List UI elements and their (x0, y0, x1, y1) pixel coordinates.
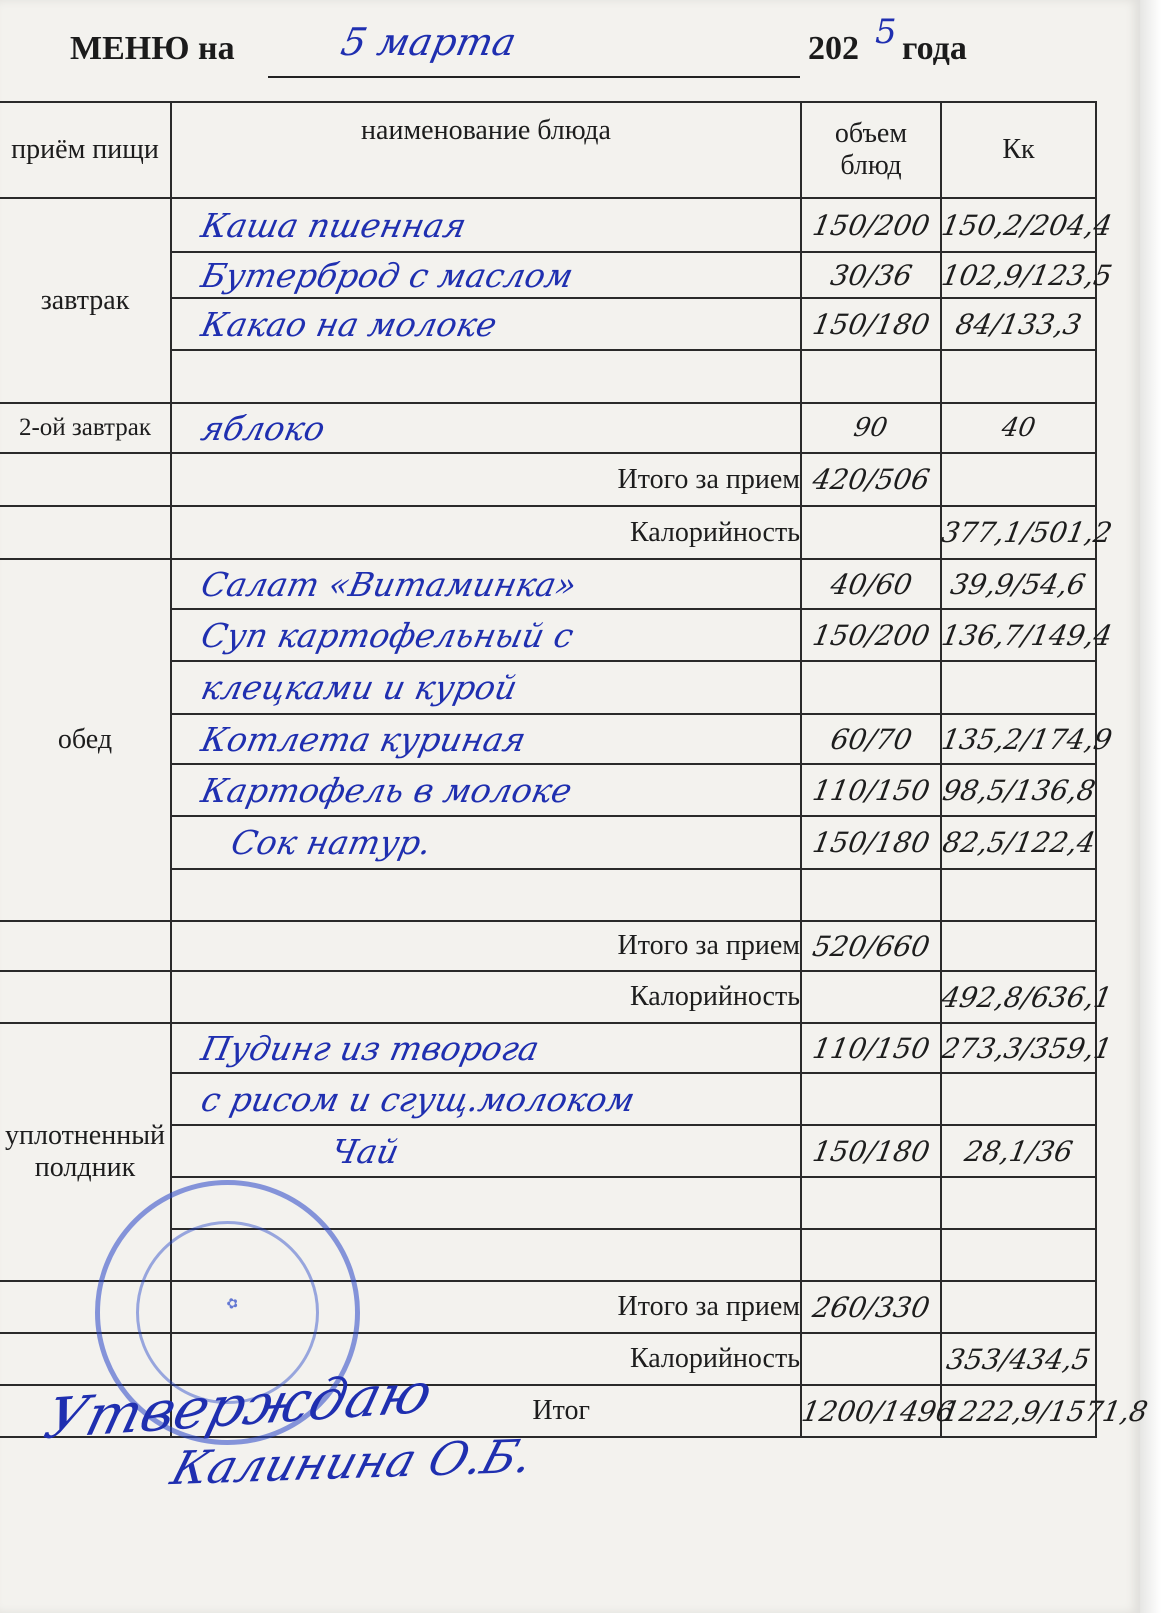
dish-volume: 60/70 (827, 722, 915, 756)
dish-volume: 150/180 (809, 826, 933, 859)
menu-header (70, 12, 1080, 78)
dish-name: Салат «Витаминка» (197, 564, 581, 604)
page-edge (1140, 0, 1161, 1613)
dish-volume: 150/200 (809, 618, 933, 652)
dish-kk: 84/133,3 (952, 307, 1085, 341)
dish-volume: 150/180 (809, 1134, 933, 1168)
grand-total-volume: 1200/1496 (799, 1394, 957, 1428)
col-volume: объем блюд (801, 102, 941, 198)
year-suffix: года (902, 30, 967, 67)
snack-calories-label: Калорийность (171, 1333, 801, 1385)
dish-kk: 39,9/54,6 (948, 567, 1089, 601)
dish-volume: 110/150 (809, 773, 933, 807)
year-prefix: 202 (808, 30, 859, 67)
menu-label: МЕНЮ на (70, 30, 235, 67)
dish-volume: 150/180 (809, 307, 933, 341)
dish-kk: 273,3/359,1 (939, 1031, 1115, 1065)
lunch-calories-label: Калорийность (171, 971, 801, 1023)
summary-row (0, 921, 1096, 971)
meal-second-breakfast: 2-ой завтрак (0, 403, 171, 453)
meal-snack-line2: полдник (34, 1152, 136, 1183)
dish-kk: 135,2/174,9 (939, 722, 1115, 756)
table-row (0, 559, 1096, 609)
dish-name: Какао на молоке (197, 304, 501, 344)
dish-kk: 98,5/136,8 (939, 773, 1098, 807)
snack-total-label: Итого за прием (171, 1281, 801, 1333)
stamp-emblem: ✿ (224, 1293, 241, 1313)
dish-name: с рисом и сгущ.молоком (197, 1079, 639, 1119)
dish-name: Бутерброд с маслом (197, 255, 577, 295)
dish-kk: 136,7/149,4 (939, 618, 1115, 652)
summary-row (0, 971, 1096, 1023)
col-dish: наименование блюда (171, 102, 801, 198)
snack-calories: 353/434,5 (944, 1342, 1093, 1376)
dish-volume: 90 (851, 413, 891, 443)
dish-kk: 82,5/122,4 (939, 826, 1098, 859)
table-row (0, 403, 1096, 453)
dish-kk: 28,1/36 (961, 1134, 1076, 1168)
dish-kk: 150,2/204,4 (939, 208, 1115, 242)
signer-name: Калинина О.Б. (165, 1428, 540, 1496)
approval-signature: Утверждаю (37, 1360, 440, 1453)
summary-row (0, 453, 1096, 506)
dish-name: Суп картофельный с (197, 615, 578, 655)
lunch-calories: 492,8/636,1 (939, 980, 1115, 1014)
breakfast-calories: 377,1/501,2 (939, 516, 1115, 549)
dish-name: Картофель в молоке (197, 770, 576, 810)
dish-name: Котлета куриная (197, 719, 530, 759)
dish-name: Пудинг из творога (197, 1028, 543, 1068)
grand-total-kk: 1222,9/1571,8 (939, 1394, 1151, 1428)
breakfast-total-label: Итого за прием (171, 453, 801, 506)
dish-name: Каша пшенная (197, 205, 470, 245)
dish-volume: 40/60 (827, 567, 915, 601)
snack-total-volume: 260/330 (809, 1290, 933, 1324)
menu-date: 5 марта (337, 20, 521, 64)
dish-volume: 30/36 (827, 258, 915, 292)
dish-name: клецками и курой (197, 668, 521, 707)
dish-name: Сок натур. (227, 823, 435, 862)
meal-snack-line1: уплотненный (4, 1120, 165, 1151)
date-underline (268, 76, 800, 78)
year-digit: 5 (875, 12, 897, 52)
grand-total-label: Итог (171, 1385, 801, 1437)
table-row (0, 1023, 1096, 1073)
meal-breakfast: завтрак (0, 198, 171, 403)
breakfast-calories-label: Калорийность (171, 506, 801, 559)
meal-lunch: обед (0, 559, 171, 921)
col-meal: приём пищи (0, 102, 171, 198)
lunch-total-label: Итого за прием (171, 921, 801, 971)
summary-row (0, 506, 1096, 559)
dish-name: яблоко (197, 408, 329, 448)
table-header-row (0, 102, 1096, 198)
dish-volume: 110/150 (809, 1031, 933, 1065)
table-row (0, 198, 1096, 252)
dish-kk: 102,9/123,5 (939, 258, 1115, 292)
lunch-total-volume: 520/660 (809, 929, 933, 963)
dish-kk: 40 (999, 413, 1038, 443)
breakfast-total-volume: 420/506 (809, 463, 933, 496)
dish-name: Чай (327, 1131, 403, 1171)
col-kk: Кк (941, 102, 1096, 198)
dish-volume: 150/200 (809, 208, 933, 242)
